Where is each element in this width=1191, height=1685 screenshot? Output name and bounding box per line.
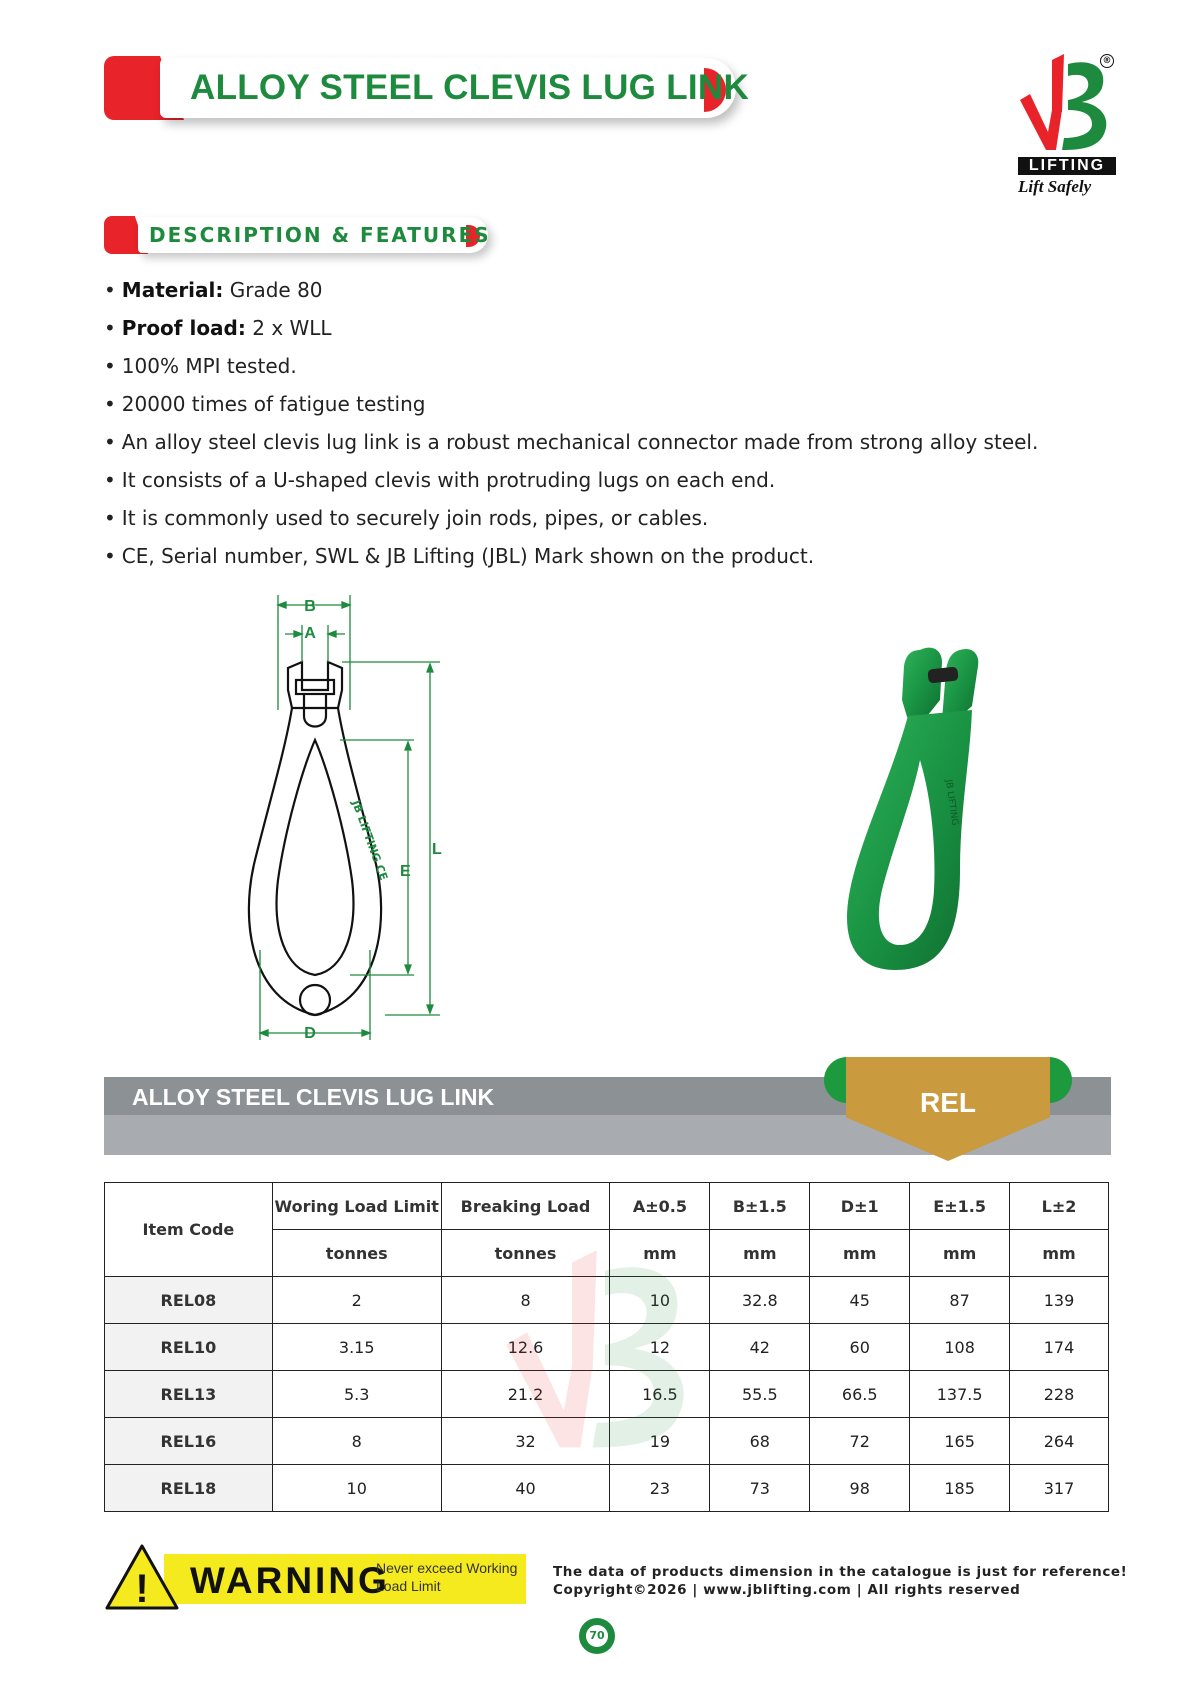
table-row [105,1371,1109,1418]
item-code-cell: REL16 [105,1418,273,1465]
table-cell: 42 [710,1324,810,1371]
diagram-marking: JB LIFTING CE [349,798,391,883]
table-cell: 21.2 [441,1371,610,1418]
unit-header: mm [710,1230,810,1277]
dimension-diagram [230,598,480,1060]
table-cell: 12 [610,1324,710,1371]
table-title-band [104,1077,1111,1155]
table-cell: 8 [441,1277,610,1324]
table-cell: 3.15 [272,1324,441,1371]
item-code-cell: REL13 [105,1371,273,1418]
table-cell: 16.5 [610,1371,710,1418]
item-code-cell: REL18 [105,1465,273,1512]
table-cell: 45 [810,1277,910,1324]
column-header: L±2 [1010,1183,1109,1230]
table-cell: 2 [272,1277,441,1324]
item-code-cell: REL08 [105,1277,273,1324]
section-heading: DESCRIPTION & FEATURES [149,223,491,247]
table-row [105,1277,1109,1324]
table-cell: 137.5 [910,1371,1010,1418]
feature-item: • An alloy steel clevis lug link is a robust mechanical connector made from strong alloy steel. [104,430,1039,454]
jb-lifting-logo [1012,50,1124,200]
dim-label-b: B [304,598,316,615]
product-marking: JB LIFTING [943,779,960,827]
column-header: Woring Load Limit [272,1183,441,1230]
unit-header: mm [910,1230,1010,1277]
table-cell: 72 [810,1418,910,1465]
feature-item: • It consists of a U-shaped clevis with protruding lugs on each end. [104,468,776,492]
table-cell: 73 [710,1465,810,1512]
table-cell: 5.3 [272,1371,441,1418]
table-cell: 87 [910,1277,1010,1324]
table-cell: 317 [1010,1465,1109,1512]
dim-label-a: A [304,625,316,642]
dim-label-e: E [400,863,411,880]
table-row [105,1465,1109,1512]
table-cell: 55.5 [710,1371,810,1418]
product-code: REL [920,1087,976,1118]
table-cell: 19 [610,1418,710,1465]
feature-item: • 20000 times of fatigue testing [104,392,426,416]
table-cell: 228 [1010,1371,1109,1418]
feature-item: • Material: Grade 80 [104,278,323,302]
table-cell: 10 [610,1277,710,1324]
table-cell: 165 [910,1418,1010,1465]
column-header: B±1.5 [710,1183,810,1230]
column-header: D±1 [810,1183,910,1230]
item-code-cell: REL10 [105,1324,273,1371]
table-cell: 66.5 [810,1371,910,1418]
registered-mark: ® [1100,54,1114,68]
warning-symbol: ! [135,1567,149,1611]
table-header-row [105,1183,1109,1230]
footer-disclaimer: The data of products dimension in the catalogue is just for reference! [553,1564,1128,1580]
table-row [105,1418,1109,1465]
page-number: 70 [585,1624,609,1648]
column-header-item-code: Item Code [105,1183,273,1277]
table-cell: 60 [810,1324,910,1371]
table-cell: 174 [1010,1324,1109,1371]
feature-list [104,276,1104,580]
unit-header: tonnes [441,1230,610,1277]
column-header: A±0.5 [610,1183,710,1230]
table-cell: 32 [441,1418,610,1465]
title-banner [104,56,752,120]
unit-header: tonnes [272,1230,441,1277]
table-cell: 10 [272,1465,441,1512]
table-cell: 108 [910,1324,1010,1371]
product-code-badge [824,1057,1072,1161]
column-header: Breaking Load [441,1183,610,1230]
page-title: ALLOY STEEL CLEVIS LUG LINK [190,68,750,107]
footer-note [553,1563,1128,1599]
table-cell: 12.6 [441,1324,610,1371]
warning-label: WARNING [190,1560,390,1601]
logo-wordmark: LIFTING [1018,157,1116,175]
unit-header: mm [610,1230,710,1277]
table-cell: 40 [441,1465,610,1512]
footer-copyright: Copyright©2026 | www.jblifting.com | All rights reserved [553,1582,1021,1598]
logo-tagline: Lift Safely [1018,177,1092,196]
feature-item: • Proof load: 2 x WLL [104,316,332,340]
warning-triangle-icon [104,1542,180,1612]
table-cell: 185 [910,1465,1010,1512]
table-row [105,1324,1109,1371]
table-cell: 68 [710,1418,810,1465]
unit-header: mm [1010,1230,1109,1277]
dim-label-l: L [432,841,442,858]
column-header: E±1.5 [910,1183,1010,1230]
table-cell: 8 [272,1418,441,1465]
spec-table [104,1182,1109,1512]
table-cell: 32.8 [710,1277,810,1324]
warning-note: Never exceed Working Load Limit [376,1560,518,1594]
table-cell: 139 [1010,1277,1109,1324]
feature-item: • CE, Serial number, SWL & JB Lifting (JBL) Mark shown on the product. [104,544,815,568]
table-title: ALLOY STEEL CLEVIS LUG LINK [132,1084,495,1110]
warning-banner [104,1542,526,1611]
feature-item: • It is commonly used to securely join rods, pipes, or cables. [104,506,709,530]
unit-header: mm [810,1230,910,1277]
feature-item: • 100% MPI tested. [104,354,297,378]
table-cell: 23 [610,1465,710,1512]
page-number-badge [579,1618,615,1654]
product-photo [820,640,1020,1000]
dim-label-d: D [304,1025,316,1042]
table-cell: 98 [810,1465,910,1512]
description-heading-banner [104,216,496,254]
table-cell: 264 [1010,1418,1109,1465]
